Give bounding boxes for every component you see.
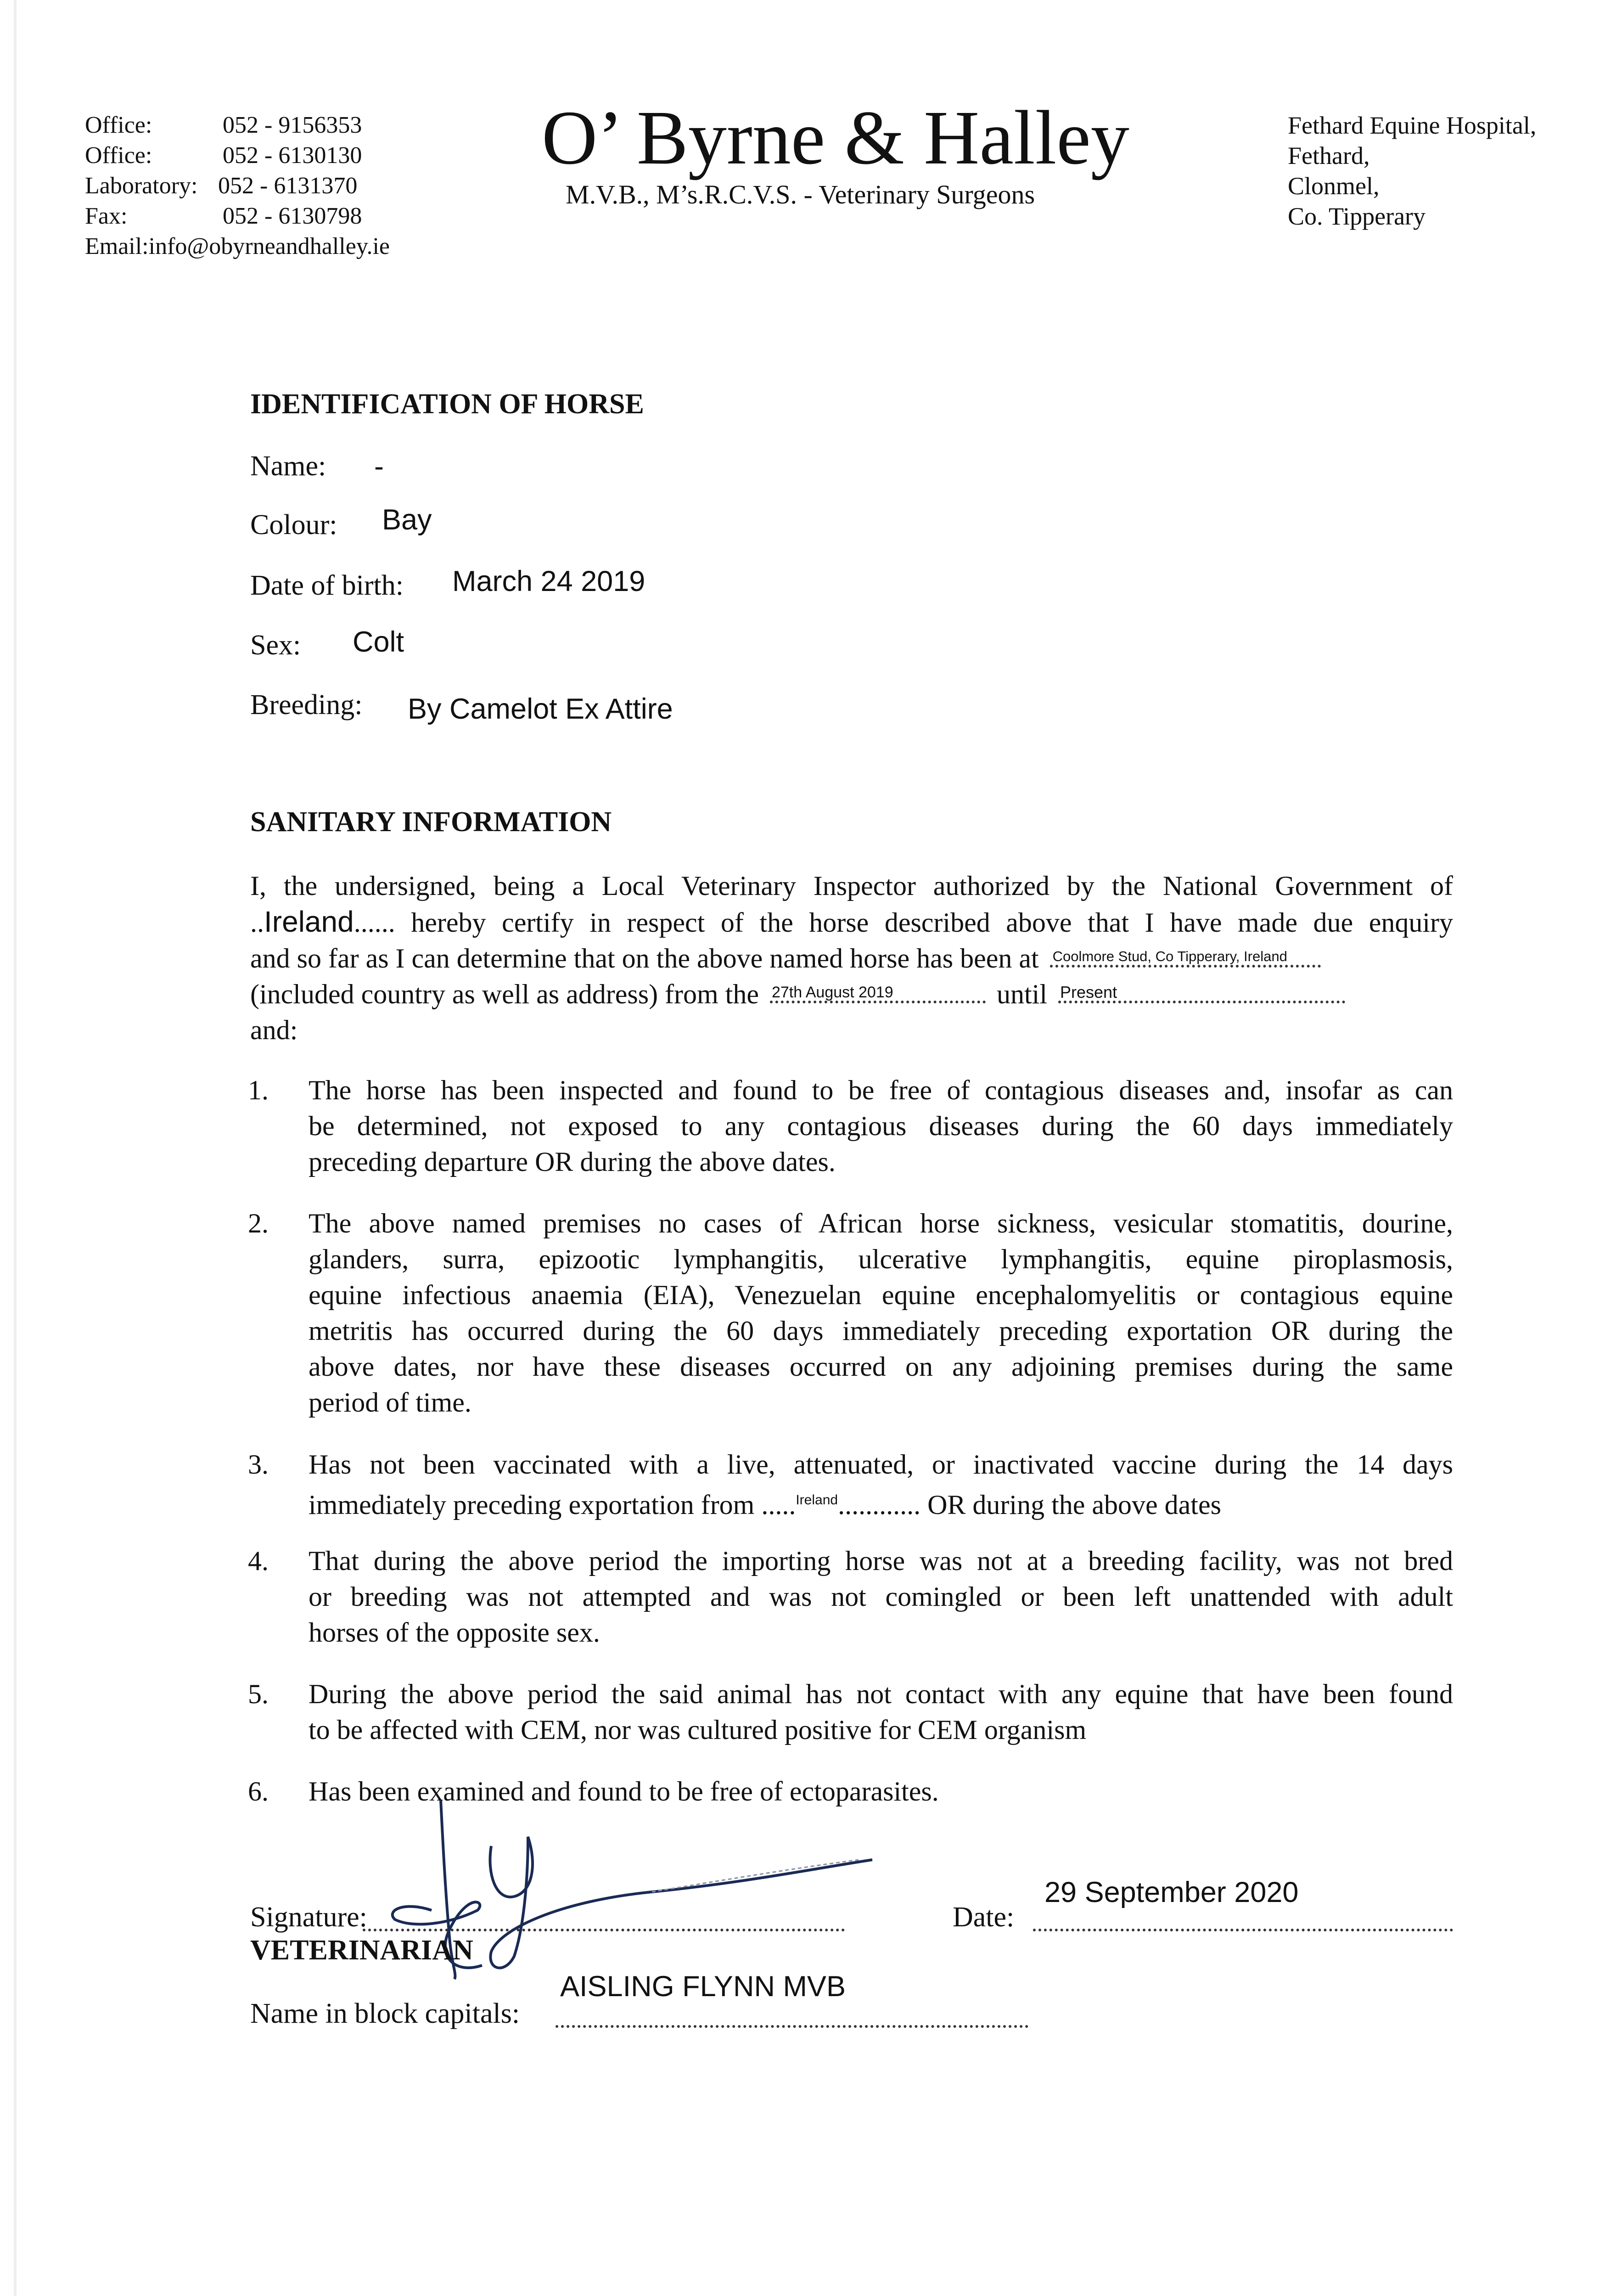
practice-name: O’ Byrne & Halley <box>542 95 1129 180</box>
date-label: Date: <box>953 1902 1015 1933</box>
item-line: During the above period the said animal has not contact with any equine that have been found <box>309 1679 1453 1709</box>
practice-qualifications: M.V.B., M’s.R.C.V.S. - Veterinary Surgeons <box>566 180 1035 209</box>
scan-edge <box>14 0 17 2296</box>
dot-filler: .. <box>250 907 264 938</box>
item-line: period of time. <box>309 1387 471 1418</box>
intro-text: until <box>996 979 1047 1009</box>
item-line: Has not been vaccinated with a live, attenuated, or inactivated vaccine during the 14 days <box>309 1449 1453 1480</box>
item-line: metritis has occurred during the 60 days immediately preceding exportation OR during the <box>309 1316 1453 1346</box>
sanitary-intro <box>250 868 1453 1048</box>
condition-item-1 <box>309 1072 1453 1180</box>
from-date-field <box>770 976 986 1012</box>
contact-label: Office: <box>85 142 152 169</box>
sex-value: Colt <box>353 626 404 658</box>
intro-line <box>250 904 1453 940</box>
item-line: to be affected with CEM, nor was cultured positive for CEM organism <box>309 1715 1087 1745</box>
date-line <box>1033 1929 1453 1931</box>
item-line: be determined, not exposed to any contagious diseases during the 60 days immediately <box>309 1111 1453 1141</box>
contact-label: Fax: <box>85 203 128 229</box>
address-line: Fethard, <box>1288 142 1370 169</box>
identification-heading: IDENTIFICATION OF HORSE <box>250 388 644 420</box>
dob-value: March 24 2019 <box>452 565 645 597</box>
until-date-value: Present <box>1060 983 1117 1002</box>
contact-row-fax <box>85 201 390 231</box>
colour-value: Bay <box>382 504 432 536</box>
item-number: 6. <box>248 1776 269 1806</box>
practice-address <box>1288 110 1536 231</box>
intro-text: (included country as well as address) from the <box>250 979 759 1009</box>
intro-text: ...... hereby certify in respect of the horse described above that I have made due enquiry <box>354 907 1453 938</box>
item-text: immediately preceding exportation from ..... <box>309 1490 796 1520</box>
dob-label: Date of birth: <box>250 570 404 601</box>
address-line: Clonmel, <box>1288 172 1380 200</box>
country-value: Ireland <box>264 905 354 938</box>
country-value: Ireland <box>796 1492 838 1508</box>
sanitary-heading: SANITARY INFORMATION <box>250 806 612 838</box>
block-caps-value: AISLING FLYNN MVB <box>560 1970 846 2003</box>
item-line: The horse has been inspected and found to be free of contagious diseases and, insofar as can <box>309 1075 1453 1105</box>
contact-label: Office: <box>85 112 152 138</box>
contact-email[interactable]: Email:info@obyrneandhalley.ie <box>85 233 390 259</box>
item-line: glanders, surra, epizootic lymphangitis, ulcerative lymphangitis, equine piroplasmosis, <box>309 1244 1453 1274</box>
contact-row-office-1 <box>85 110 390 141</box>
date-value: 29 September 2020 <box>1044 1876 1299 1908</box>
intro-line: I, the undersigned, being a Local Veterinary Inspector authorized by the National Government of <box>250 871 1453 901</box>
item-line: above dates, nor have these diseases occurred on any adjoining premises during the same <box>309 1351 1453 1382</box>
address-line: Fethard Equine Hospital, <box>1288 112 1537 139</box>
intro-line: and: <box>250 1015 298 1045</box>
contact-row-laboratory <box>85 171 390 201</box>
location-field <box>1050 940 1321 976</box>
item-line: preceding departure OR during the above dates. <box>309 1147 836 1177</box>
block-caps-line <box>556 2025 1028 2028</box>
sex-label: Sex: <box>250 630 301 661</box>
intro-line <box>250 976 1453 1012</box>
item-line <box>309 1482 1453 1523</box>
signature-label: Signature: <box>250 1902 367 1933</box>
item-number: 1. <box>248 1075 269 1105</box>
name-label: Name: <box>250 450 326 482</box>
item-number: 2. <box>248 1208 269 1238</box>
item-number: 4. <box>248 1546 269 1576</box>
location-value: Coolmore Stud, Co Tipperary, Ireland <box>1052 948 1287 964</box>
item-line: The above named premises no cases of African horse sickness, vesicular stomatitis, dourine, <box>309 1208 1453 1238</box>
contact-label: Laboratory: <box>85 173 198 199</box>
contact-value: 052 - 9156353 <box>223 112 362 138</box>
address-line: Co. Tipperary <box>1288 203 1426 230</box>
breeding-label: Breeding: <box>250 689 363 720</box>
colour-label: Colour: <box>250 509 337 540</box>
item-number: 5. <box>248 1679 269 1709</box>
condition-item-5 <box>309 1676 1453 1748</box>
contact-value: 052 - 6131370 <box>218 173 358 199</box>
condition-item-3 <box>309 1446 1453 1523</box>
condition-item-2 <box>309 1205 1453 1420</box>
block-caps-label: Name in block capitals: <box>250 1998 520 2029</box>
breeding-value: By Camelot Ex Attire <box>408 693 673 725</box>
from-date-value: 27th August 2019 <box>771 984 893 1001</box>
intro-line <box>250 940 1453 976</box>
item-line: equine infectious anaemia (EIA), Venezuelan equine encephalomyelitis or contagious equine <box>309 1280 1453 1310</box>
item-line: horses of the opposite sex. <box>309 1617 600 1648</box>
item-line: Has been examined and found to be free of ectoparasites. <box>309 1776 939 1806</box>
condition-item-4 <box>309 1543 1453 1650</box>
item-line: or breeding was not attempted and was not comingled or been left unattended with adult <box>309 1581 1453 1612</box>
until-date-field <box>1058 976 1345 1012</box>
item-number: 3. <box>248 1449 269 1480</box>
contact-value: 052 - 6130798 <box>223 203 362 229</box>
contact-value: 052 - 6130130 <box>223 142 362 169</box>
intro-text: and so far as I can determine that on the above named horse has been at <box>250 943 1039 974</box>
contact-block <box>85 110 390 262</box>
name-value: - <box>374 450 384 483</box>
contact-row-office-2 <box>85 141 390 171</box>
item-line: That during the above period the importing horse was not at a breeding facility, was not bred <box>309 1546 1453 1576</box>
item-text: ............ OR during the above dates <box>838 1490 1221 1520</box>
veterinarian-label: VETERINARIAN <box>250 1935 473 1966</box>
